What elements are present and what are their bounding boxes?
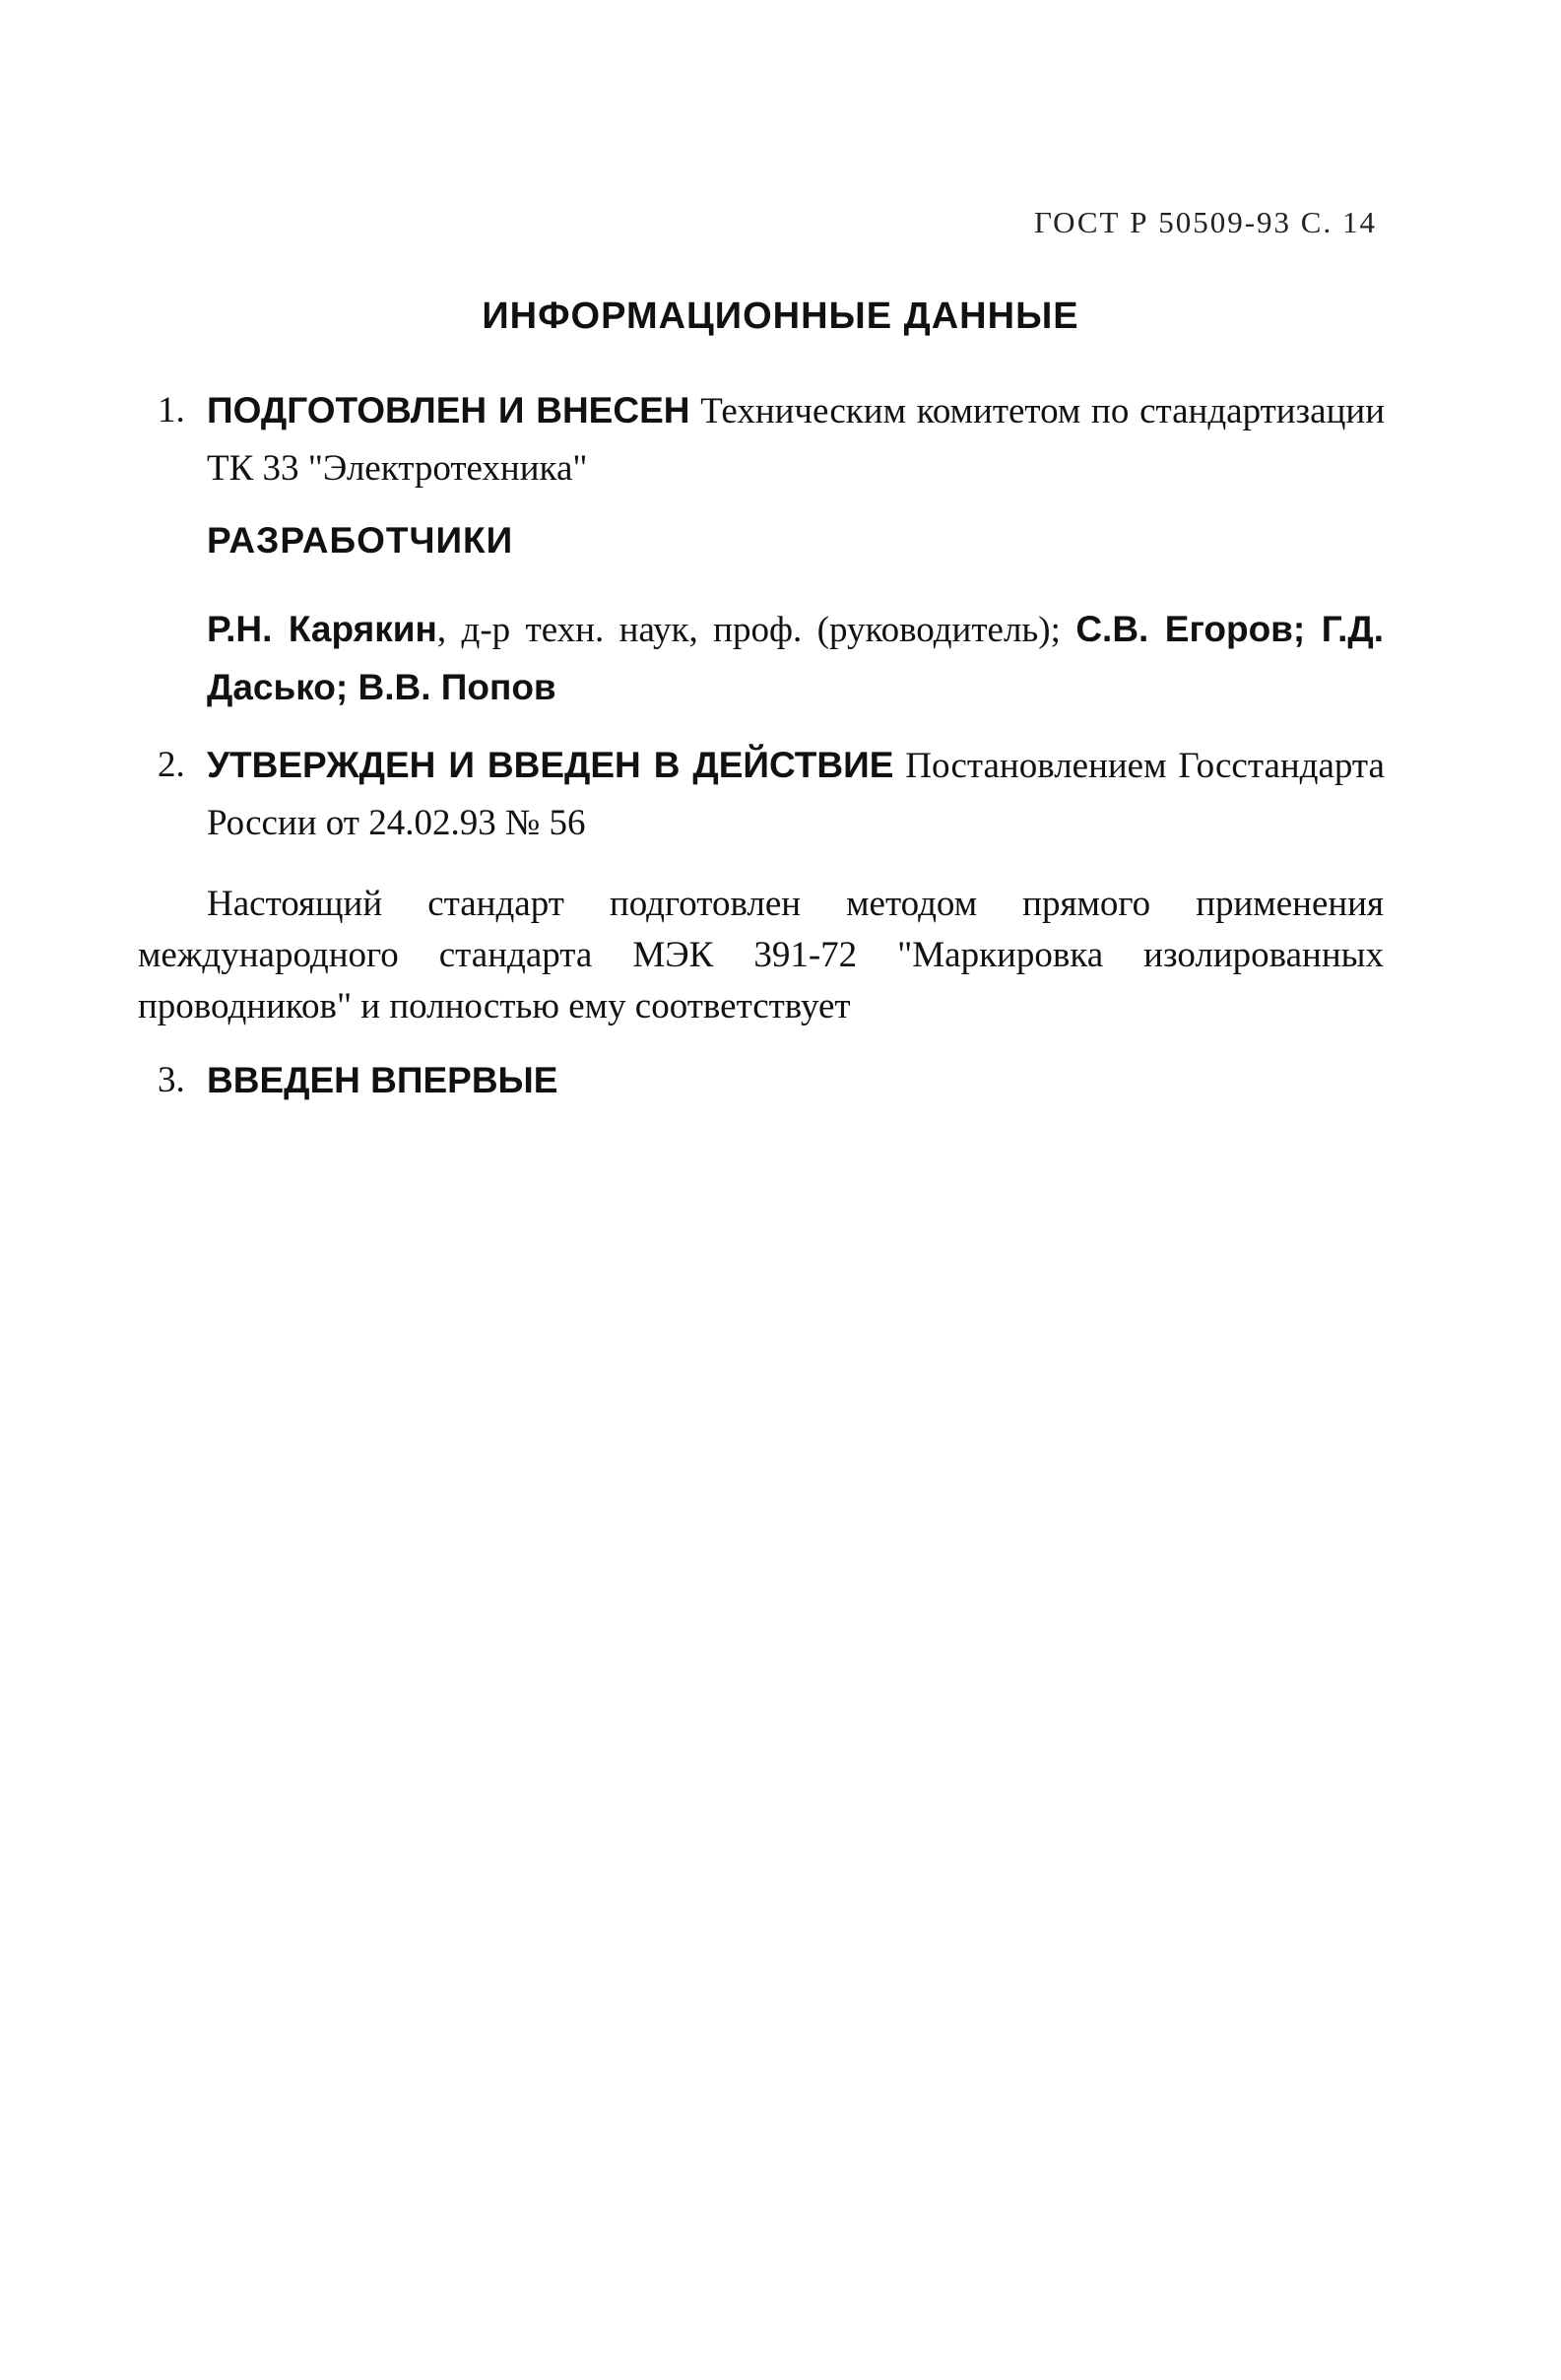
item-lead: ВВЕДЕН ВПЕРВЫЕ [207, 1060, 558, 1100]
developer-others: С.В. Егоров; Г.Д. Дасько; В.В. Попов [207, 609, 1384, 707]
item-body [173, 382, 1385, 497]
item-body [173, 737, 1385, 852]
info-item-2 [158, 737, 1385, 852]
document-code-header: ГОСТ Р 50509-93 С. 14 [1033, 205, 1377, 239]
page-title: ИНФОРМАЦИОННЫЕ ДАННЫЕ [482, 296, 1079, 337]
standard-note-paragraph: Настоящий стандарт подготовлен методом прямого применения международного стандарта МЭК 391-72 "Маркировка изолированных проводников" и полностью ему соответствует [138, 884, 1384, 1026]
item-lead: ПОДГОТОВЛЕН И ВНЕСЕН [207, 390, 690, 430]
item-number: 3. [158, 1060, 185, 1100]
item-lead: УТВЕРЖДЕН И ВВЕДЕН В ДЕЙСТВИЕ [207, 745, 894, 785]
item-body [173, 1052, 1385, 1110]
item-number: 1. [158, 390, 185, 430]
developer-leader-details: , д-р техн. наук, проф. (руководитель); [436, 610, 1076, 650]
developers-heading: РАЗРАБОТЧИКИ [207, 520, 514, 561]
developer-leader-name: Р.Н. Карякин [207, 609, 437, 649]
developers-list [207, 601, 1384, 717]
info-item-3 [158, 1052, 1385, 1110]
item-text: Техническим комитетом по стандартизации ТК 33 "Электротехника" [207, 391, 1386, 489]
item-number: 2. [158, 745, 185, 785]
info-item-1 [158, 382, 1386, 497]
item-text: Постановлением Госстандарта России от 24.02.93 № 56 [207, 746, 1385, 843]
